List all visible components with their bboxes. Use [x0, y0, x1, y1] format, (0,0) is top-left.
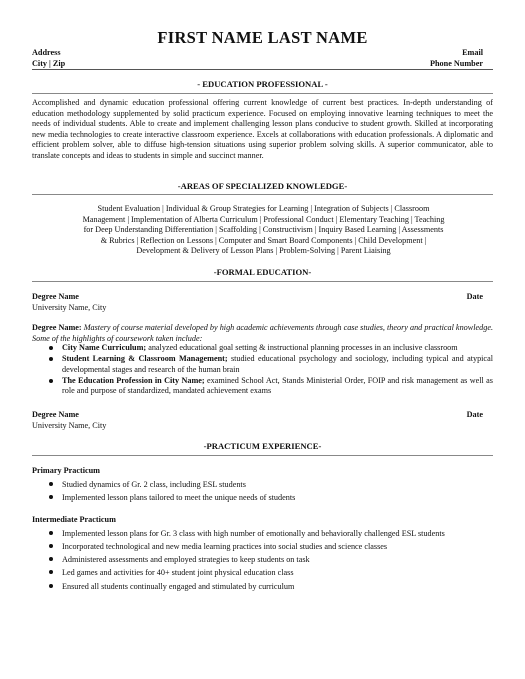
degree-name: Degree Name — [32, 410, 79, 419]
section-title-knowledge: -AREAS OF SPECIALIZED KNOWLEDGE- — [177, 181, 348, 191]
coursework-text: examined School Act, Stands Ministerial Order, FOIP and risk management as well as role and purpose of standardized, mandated achievement exams — [62, 375, 493, 395]
list-item: Led games and activities for 40+ student joint physical education class — [62, 567, 493, 578]
skills-line: & Rubrics | Reflection on Lessons | Computer and Smart Board Components | Child Development | — [100, 235, 427, 245]
section-title-education-professional: - EDUCATION PROFESSIONAL - — [197, 79, 328, 89]
section-divider — [32, 281, 493, 282]
primary-practicum-list — [62, 479, 493, 505]
degree-detail — [32, 323, 493, 344]
coursework-title: Student Learning & Classroom Management; — [62, 354, 228, 363]
section-divider — [32, 93, 493, 94]
skills-line: Student Evaluation | Individual & Group Strategies for Learning | Integration of Subjects | Classroom — [97, 204, 430, 213]
coursework-title: City Name Curriculum; — [62, 343, 147, 352]
header-divider — [32, 69, 493, 70]
city-zip: City | Zip — [32, 59, 66, 69]
list-item — [62, 354, 493, 375]
list-item: Administered assessments and employed strategies to keep students on task — [62, 554, 493, 565]
degree-detail-description: Mastery of course material developed by high academic achievements through case studies, theory and practical knowledge. Some of the highlights of coursework taken include: — [32, 323, 493, 343]
list-item: Studied dynamics of Gr. 2 class, including ESL students — [62, 479, 493, 491]
summary-paragraph: Accomplished and dynamic education professional offering current knowledge of current best practices. In-depth understanding of education methodology supplemented by solid practicum experience. Focused on employing innovative learning techniques to meet the needs of individual students. Able to create and implement challenging lesson plans conducive to student growth. Skilled at incorporating new media technologies to create interactive classroom experience. Excels at collaborations with education professionals. A diplomatic and efficient problem solver, able to diffuse high-tension situations using superior problem solving skills. A superior communicator, able to translate concepts and ideas to students in simple and succinct manner. — [32, 98, 493, 160]
university-name: University Name, City — [32, 303, 107, 312]
email: Email — [462, 48, 483, 57]
university-name: University Name, City — [32, 421, 107, 430]
list-item: Implemented lesson plans tailored to meet the unique needs of students — [62, 492, 493, 504]
contact-left — [32, 47, 65, 69]
list-item: Ensured all students continually engaged and stimulated by curriculum — [62, 581, 493, 592]
candidate-name: FIRST NAME LAST NAME — [157, 28, 368, 47]
contact-right — [430, 47, 483, 69]
list-item: Implemented lesson plans for Gr. 3 class with high number of emotionally and behaviorally challenged ESL students — [62, 528, 493, 539]
degree-entry — [32, 410, 493, 421]
list-item: Incorporated technological and new media learning practices into social studies and science classes — [62, 541, 493, 552]
degree-entry — [32, 292, 493, 303]
coursework-title: The Education Profession in City Name; — [62, 375, 205, 385]
degree-date: Date — [466, 292, 483, 301]
degree-date: Date — [466, 410, 483, 419]
section-title-formal-education: -FORMAL EDUCATION- — [213, 267, 312, 277]
intermediate-practicum-list — [62, 528, 493, 594]
coursework-text: analyzed educational goal setting & instructional planning processes in an inclusive classroom — [146, 343, 458, 352]
section-divider — [32, 455, 493, 456]
skills-line: Development & Delivery of Lesson Plans | Problem-Solving | Parent Liaising — [136, 246, 391, 255]
skills-list — [36, 204, 491, 257]
phone-number: Phone Number — [430, 59, 483, 69]
degree-detail-label: Degree Name: — [32, 323, 82, 332]
coursework-list — [62, 343, 493, 397]
skills-line: for Deep Understanding Differentiation | Scaffolding | Constructivism | Inquiry Based Learning | Assessments — [83, 225, 444, 234]
section-title-practicum: -PRACTICUM EXPERIENCE- — [203, 441, 322, 451]
list-item — [62, 343, 493, 354]
degree-name: Degree Name — [32, 292, 79, 301]
primary-practicum-heading: Primary Practicum — [32, 466, 100, 475]
coursework-text: studied educational psychology and sociology, including typical and atypical developmental stages and research of the human brain — [62, 354, 493, 374]
intermediate-practicum-heading: Intermediate Practicum — [32, 515, 116, 524]
section-divider — [32, 194, 493, 195]
address: Address — [32, 48, 61, 57]
list-item — [62, 376, 493, 397]
skills-line: Management | Implementation of Alberta Curriculum | Professional Conduct | Elementary Teaching | Teaching — [82, 214, 445, 224]
